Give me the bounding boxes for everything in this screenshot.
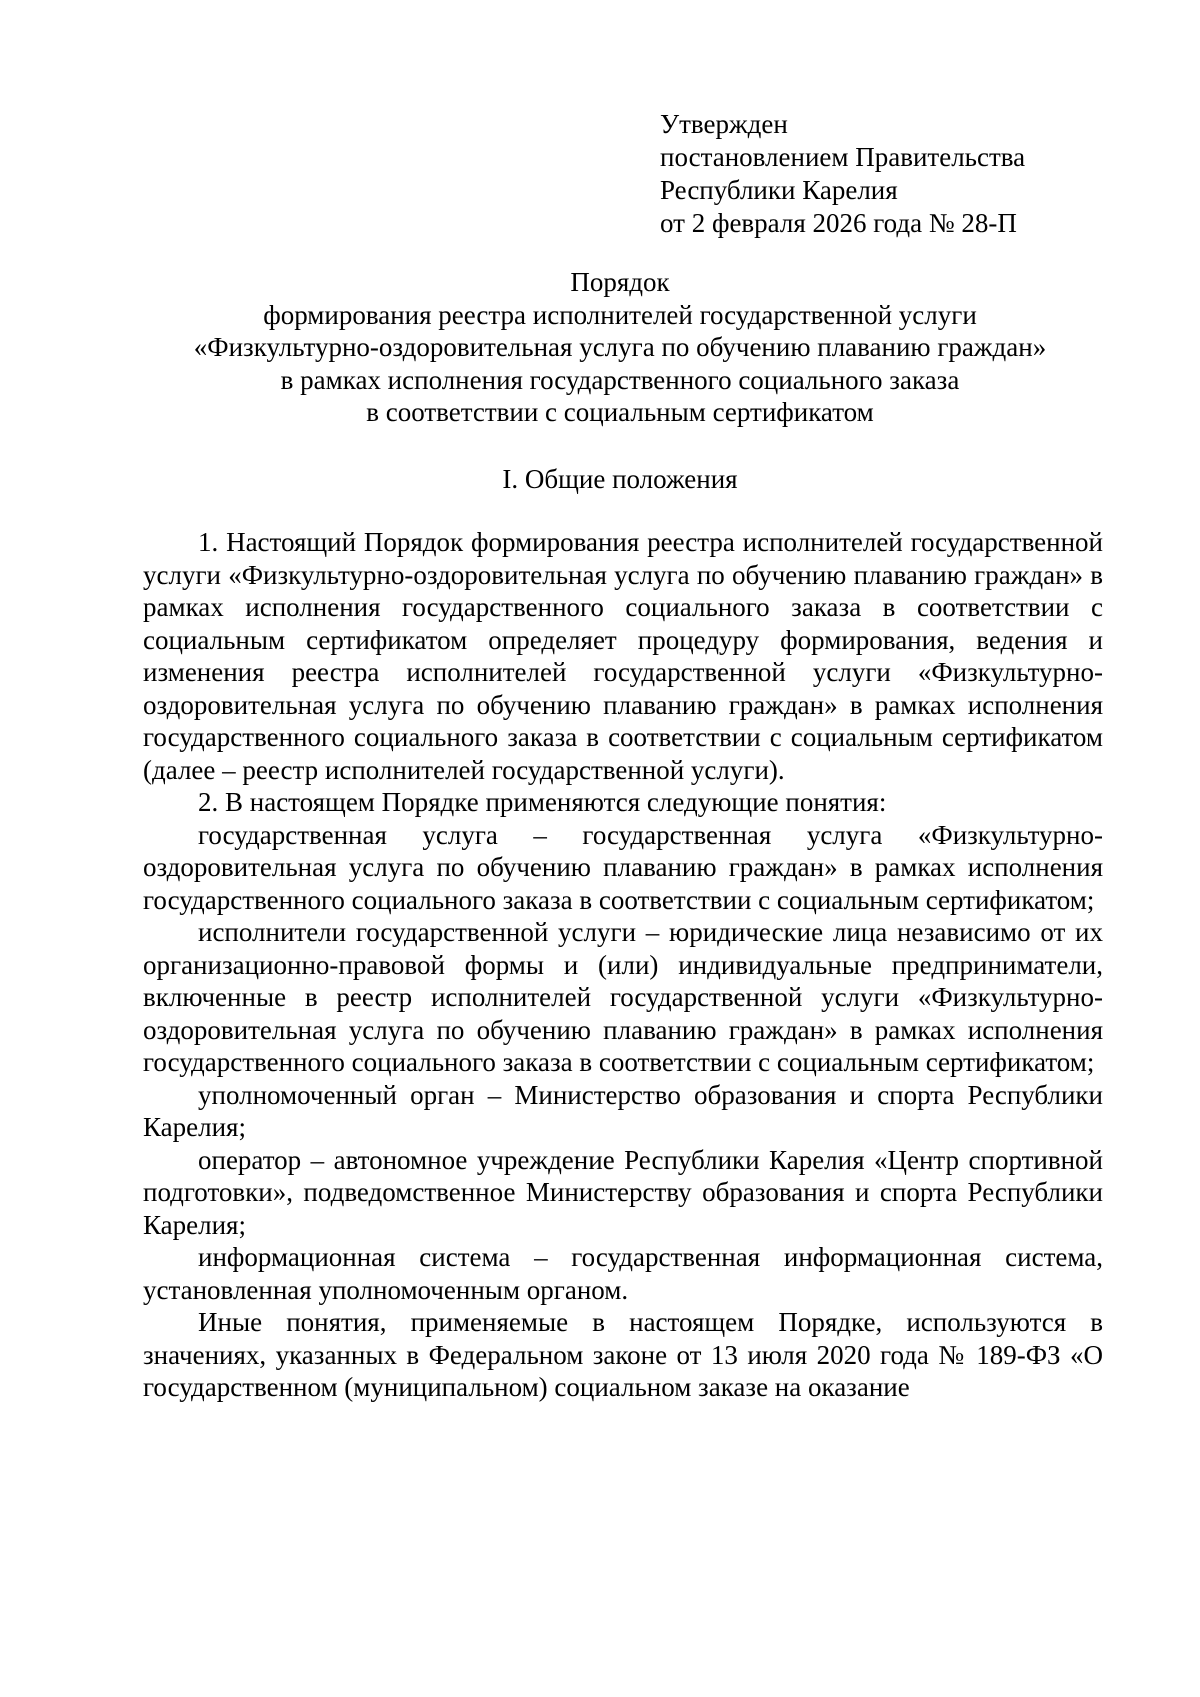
paragraph-other-terms: Иные понятия, применяемые в настоящем Порядке, используются в значениях, указанных в Федеральном законе от 13 июля 2020 года № 189-ФЗ «О государственном (муниципальном) социальном заказе на оказание [143, 1307, 1103, 1402]
title-line-4: в рамках исполнения государственного социального заказа [280, 364, 960, 395]
document-body [143, 526, 1103, 1404]
approval-line-date-number: от 2 февраля 2026 года № 28-П [660, 208, 1017, 238]
definition-executors: исполнители государственной услуги – юридические лица независимо от их организационно-правовой формы и (или) индивидуальные предприниматели, включенные в реестр исполнителей государственной услуги «Физкультурно-оздоровительная услуга по обучению плаванию граждан» в рамках исполнения государственного социального заказа в соответствии с социальным сертификатом; [143, 917, 1103, 1077]
title-line-2: формирования реестра исполнителей государственной услуги [263, 299, 977, 330]
approval-line-republic: Республики Карелия [660, 175, 898, 205]
approval-stamp-block [660, 108, 1140, 240]
title-line-3: «Физкультурно-оздоровительная услуга по обучению плаванию граждан» [193, 332, 1047, 362]
definition-authorized-body: уполномоченный орган – Министерство образования и спорта Республики Карелия; [143, 1079, 1103, 1142]
paragraph-2: 2. В настоящем Порядке применяются следующие понятия: [198, 787, 887, 817]
definition-information-system: информационная система – государственная информационная система, установленная уполномоченным органом. [143, 1242, 1103, 1305]
paragraph-1: 1. Настоящий Порядок формирования реестра исполнителей государственной услуги «Физкультурно-оздоровительная услуга по обучению плаванию граждан» в рамках исполнения государственного социального заказа в соответствии с социальным сертификатом определяет процедуру формирования, ведения и изменения реестра исполнителей государственной услуги «Физкультурно-оздоровительная услуга по обучению плаванию граждан» в рамках исполнения государственного социального заказа в соответствии с социальным сертификатом (далее – реестр исполнителей государственной услуги). [143, 527, 1103, 785]
definition-operator: оператор – автономное учреждение Республики Карелия «Центр спортивной подготовки», подведомственное Министерству образования и спорта Республики Карелия; [143, 1144, 1103, 1240]
definition-state-service: государственная услуга – государственная услуга «Физкультурно-оздоровительная услуга по обучению плаванию граждан» в рамках исполнения государственного социального заказа в соответствии с социальным сертификатом; [143, 819, 1103, 915]
approval-line-approved: Утвержден [660, 109, 788, 139]
section-heading: I. Общие положения [502, 464, 738, 494]
title-line-5: в соответствии с социальным сертификатом [366, 397, 874, 427]
document-title [120, 266, 1120, 429]
approval-line-resolution: постановлением Правительства [660, 142, 1026, 172]
title-line-1: Порядок [570, 267, 670, 297]
